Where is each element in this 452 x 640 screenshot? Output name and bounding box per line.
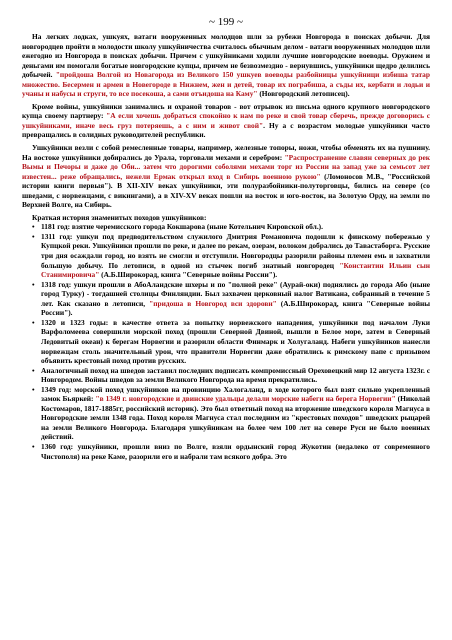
list-item-text: 1349 год: морской поход ушкуйников на провинцию Халогаланд, в ходе которого был взят сильно укрепленный замок Бьяркей:	[41, 384, 430, 404]
paragraph-text: Кроме войны, ушкуйники занимались и охраной товаров - вот отрывок из письма одного крупного новгородского купца своему партнеру:	[22, 101, 430, 121]
paragraph-text: (Ломоносов М.В., "Российской истории книги первыя"). В XII-XIV веках ушкуйники, эти полуразбойники-полуторговцы, бились на севере (со шведами, с норвежцами, с викингами), а в XIV-XV веках пошли на восток и юго-восток, на Золотую Орду, на земли по Верхней Волге, на Сибирь.	[22, 171, 430, 210]
list-item	[32, 222, 430, 232]
list-item	[32, 385, 430, 442]
list-item	[32, 232, 430, 280]
list-item	[32, 318, 430, 366]
list-item-text: (А.Б.Широкорад, книга "Северные войны России").	[99, 270, 278, 280]
paragraph-cargo-guard	[22, 102, 430, 140]
campaigns-list-heading: Краткая история знаменитых походов ушкуйников:	[32, 212, 207, 222]
campaigns-list	[22, 222, 430, 461]
lomonosov-quote: "Распространение славян северных до рек Вымы и Печоры и даже до Оби... затем что дорогими соболями мехами торг из России на запад уже за семьсот лет известен... реже обращались, нежели Ермак открыл вход в Сибирь военною рукою"	[22, 152, 430, 181]
list-item-text: (А.Б.Широкорад, книга "Северные войны России").	[41, 298, 431, 318]
chronicle-quote: "пройдоша Волгой из Новагорода из Великого 150 ушкуев воеводы разбойницы ушкуйници избиша татар множество. Бесермен и армен в Новегороде в Нижнем, жен и детей, товар их пограбиша, а съды их, кербати и лодьи и учаны и набусы и струги, то все посекоша, а сами отъидоша на Каму"	[22, 70, 430, 99]
list-item-text: 1320 и 1323 годы: в качестве ответа за попытку норвежского нападения, ушкуйники под началом Луки Варфоломеева совершили морской поход (прошли Северной Двиной, вышли в Белое море, затем в Северный Ледовитый океан) к берегам Норвегии и разорили области Финмарк и Холугаланд. Набеги ушкуйников нанесли норвежцам столь значительный урон, что правители Норвегии даже обратились к римскому папе с призывом объявить крестовый поход против русских.	[41, 317, 430, 366]
paragraph-ushkuy-raids	[22, 32, 430, 99]
merchant-letter-quote: "А если хочешь добраться спокойно к нам по реке и свой товар сберечь, прежде договорись с ушкуйниками, иначе весь груз потеряешь, а с ним и живот свой"	[22, 111, 430, 130]
paragraph-text: На легких лодках, ушкуях, ватаги вооруженных молодцов шли за рубежи Новгорода в поисках добычи. Для новгородцев пройти в молодости школу ушкуйничества считалось обычным делом - ватаги вооруженных молодцов шли ежегодно из Новгорода в поисках добычи. Причем с ушкуйниками ходили лучшие новгородские воеводы. Оружием и деньгами им помогали богатые новгородские купцы, причем не безвозмездно - вернувшись, ушкуйники щедро делились добычей.	[22, 32, 430, 80]
paragraph-text: . Ну а с возрастом молодые ушкуйники часто превращались в солидных руководителей республики.	[22, 120, 430, 140]
list-item-text: 1318 год: ушкуи прошли в АбоАландские шхеры и по "полной реке" (Аурай-оки) поднялись до города Або (ныне город Турку) - тогдашней столицы Финляндии. Был захвачен церковный налог Ватикана, собранный в течение 5 лет. Как сказано в летописи,	[41, 279, 430, 308]
list-item-text: Аналогичный поход на шведов заставил последних подписать компромиссный Ореховецкий мир 12 августа 1323г. с Новгородом. Войны шведов за земли Великого Новгорода на время прекратились.	[41, 365, 430, 385]
page-number: ~ 199 ~	[209, 16, 243, 28]
list-item-text: 1181 год: взятие черемисского города Кокшарова (ныне Котельнич Кировской обл.).	[41, 222, 323, 232]
kostomarov-quote: "в 1349 г. новгородские и двинские удальцы делали морские набеги на берега Норвегии"	[95, 394, 396, 404]
page-body	[22, 32, 430, 461]
paragraph-trade	[22, 143, 430, 210]
list-item	[32, 442, 430, 461]
list-item-text: (Николай Костомаров, 1817-1885гг, российский историк). Это был ответный поход на вторжение шведского короля Магнуса в Новгородские земли 1348 года. Поход короля Магнуса стал последним из "крестовых походов" шведских рыцарей на земли Великого Новгорода. Благодаря ушкуйникам на более чем 100 лет на севере Руси не было военных действий.	[41, 394, 430, 442]
paragraph-text: Ушкуйники везли с собой ремесленные товары, например, железные топоры, ножи, чтобы обменять их на пушнину. На востоке ушкуйники добирались до Урала, торговали мехами и серебром:	[22, 143, 430, 162]
list-item	[32, 366, 430, 385]
chronicle-quote: "Константин Ильин сын Станимировича"	[41, 260, 430, 280]
list-item-text: 1360 год: ушкуйники, прошли вниз по Волге, взяли ордынский город Жукотин (недалеко от современного Чистополя) на реке Каме, разорили его и набрали там всякого добра. Это	[41, 441, 430, 461]
paragraph-text: (Новгородский летописец).	[257, 89, 350, 99]
list-item	[32, 280, 430, 318]
list-item-text: 1311 год: ушкуи под предводительством служилого Дмитрия Романовича подошли к финскому побережью у Купцкой реки. Ушкуйники прошли по реке, и далее по рекам, озерам, волоком добрались до Тавастаборга. Русские три дня осаждали город, но взять не смогли и отступили. Новгородцы разорили районы племен емь и захватили большую добычу. По летописи, в одной из стычек погиб знатный новгородец	[41, 231, 430, 270]
chronicle-quote: "придоша в Новгород вси здорови"	[149, 298, 277, 308]
